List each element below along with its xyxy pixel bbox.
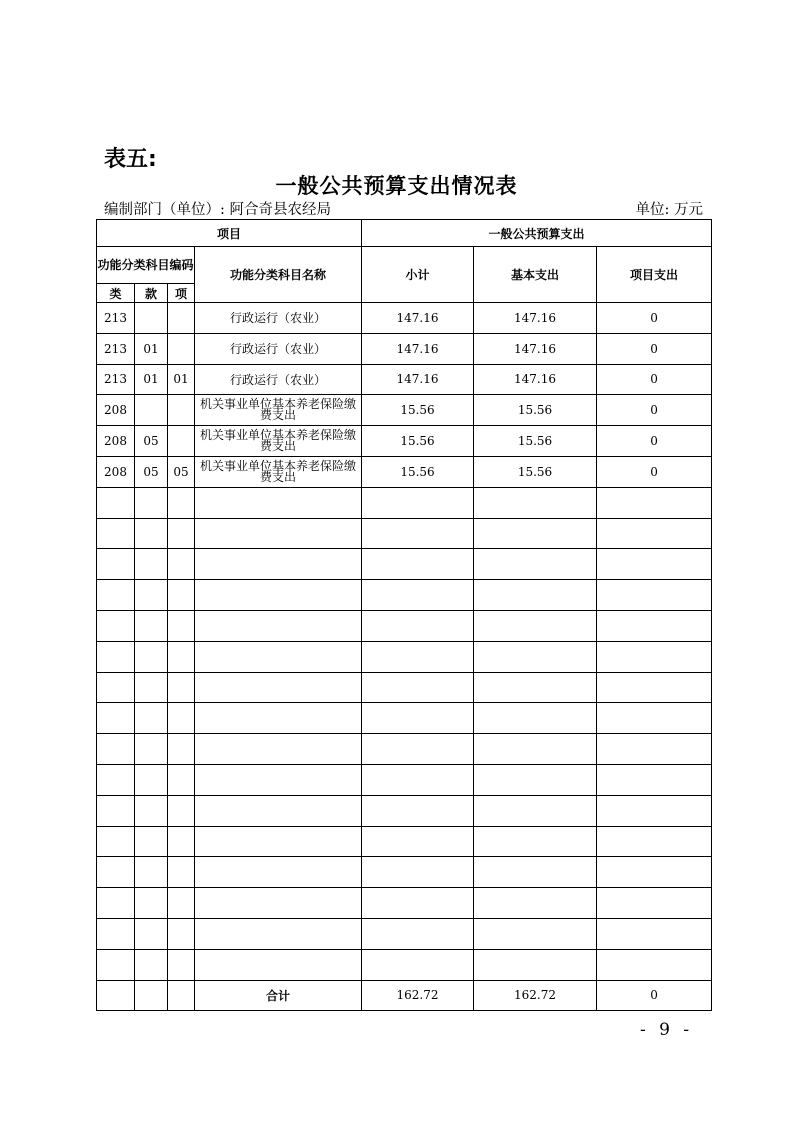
- cell-project: 0: [597, 456, 712, 487]
- empty-cell: [168, 857, 195, 888]
- empty-cell: [195, 672, 362, 703]
- empty-row: [97, 549, 712, 580]
- empty-cell: [97, 641, 135, 672]
- total-basic: 162.72: [474, 980, 597, 1011]
- cell-subtotal: 15.56: [362, 456, 474, 487]
- empty-cell: [97, 918, 135, 949]
- empty-cell: [168, 949, 195, 980]
- empty-cell: [97, 518, 135, 549]
- empty-cell: [474, 487, 597, 518]
- page-number: - 9 -: [640, 1020, 694, 1040]
- empty-row: [97, 610, 712, 641]
- empty-cell: [474, 795, 597, 826]
- total-project: 0: [597, 980, 712, 1011]
- cell-project: 0: [597, 395, 712, 426]
- empty-cell: [135, 487, 168, 518]
- empty-cell: [474, 949, 597, 980]
- empty-cell: [597, 518, 712, 549]
- empty-cell: [362, 610, 474, 641]
- empty-row: [97, 703, 712, 734]
- empty-cell: [168, 518, 195, 549]
- cell-basic: 147.16: [474, 364, 597, 395]
- empty-cell: [362, 580, 474, 611]
- empty-cell: [362, 918, 474, 949]
- empty-cell: [168, 487, 195, 518]
- empty-cell: [195, 487, 362, 518]
- empty-cell: [168, 918, 195, 949]
- empty-cell: [135, 580, 168, 611]
- header-name: 功能分类科目名称: [195, 247, 362, 303]
- empty-cell: [135, 980, 168, 1011]
- header-code-group: 功能分类科目编码: [97, 247, 195, 284]
- cell-project: 0: [597, 333, 712, 364]
- empty-cell: [195, 857, 362, 888]
- empty-cell: [362, 734, 474, 765]
- empty-cell: [597, 795, 712, 826]
- empty-cell: [597, 949, 712, 980]
- cell-name: 行政运行（农业）: [195, 364, 362, 395]
- empty-cell: [597, 918, 712, 949]
- empty-cell: [597, 641, 712, 672]
- empty-cell: [597, 857, 712, 888]
- empty-cell: [168, 734, 195, 765]
- empty-cell: [135, 857, 168, 888]
- empty-cell: [97, 857, 135, 888]
- empty-row: [97, 672, 712, 703]
- cell-basic: 147.16: [474, 303, 597, 334]
- empty-cell: [97, 888, 135, 919]
- cell-basic: 15.56: [474, 456, 597, 487]
- empty-cell: [97, 764, 135, 795]
- empty-cell: [135, 826, 168, 857]
- table-row: [97, 333, 712, 364]
- empty-cell: [195, 610, 362, 641]
- cell-section: 01: [135, 333, 168, 364]
- header-row-1: [97, 220, 712, 247]
- empty-cell: [135, 610, 168, 641]
- empty-cell: [97, 703, 135, 734]
- empty-cell: [168, 703, 195, 734]
- empty-cell: [195, 641, 362, 672]
- empty-cell: [597, 888, 712, 919]
- cell-name: 行政运行（农业）: [195, 303, 362, 334]
- empty-cell: [168, 888, 195, 919]
- empty-cell: [474, 549, 597, 580]
- header-budget-group: 一般公共预算支出: [362, 220, 712, 247]
- empty-cell: [135, 888, 168, 919]
- empty-cell: [135, 518, 168, 549]
- cell-name: 机关事业单位基本养老保险缴费支出: [195, 426, 362, 457]
- cell-project: 0: [597, 303, 712, 334]
- empty-row: [97, 888, 712, 919]
- cell-item: 05: [168, 456, 195, 487]
- empty-cell: [168, 641, 195, 672]
- empty-cell: [135, 949, 168, 980]
- empty-cell: [195, 764, 362, 795]
- empty-cell: [168, 826, 195, 857]
- empty-cell: [362, 857, 474, 888]
- cell-section: [135, 303, 168, 334]
- empty-cell: [474, 580, 597, 611]
- empty-cell: [195, 518, 362, 549]
- empty-cell: [362, 518, 474, 549]
- cell-section: [135, 395, 168, 426]
- empty-cell: [474, 918, 597, 949]
- cell-section: 05: [135, 456, 168, 487]
- cell-class: 208: [97, 395, 135, 426]
- empty-row: [97, 857, 712, 888]
- empty-cell: [168, 549, 195, 580]
- cell-subtotal: 147.16: [362, 364, 474, 395]
- empty-cell: [474, 610, 597, 641]
- empty-cell: [195, 703, 362, 734]
- cell-basic: 15.56: [474, 395, 597, 426]
- header-item: 项: [168, 284, 195, 303]
- header-section: 款: [135, 284, 168, 303]
- cell-class: 213: [97, 303, 135, 334]
- empty-cell: [195, 795, 362, 826]
- cell-item: 01: [168, 364, 195, 395]
- empty-cell: [195, 734, 362, 765]
- empty-cell: [97, 580, 135, 611]
- empty-cell: [362, 549, 474, 580]
- empty-row: [97, 641, 712, 672]
- empty-cell: [97, 795, 135, 826]
- empty-cell: [97, 610, 135, 641]
- total-subtotal: 162.72: [362, 980, 474, 1011]
- cell-subtotal: 15.56: [362, 395, 474, 426]
- empty-cell: [597, 734, 712, 765]
- empty-cell: [168, 795, 195, 826]
- table-row: [97, 303, 712, 334]
- empty-row: [97, 734, 712, 765]
- empty-cell: [135, 672, 168, 703]
- table-row: [97, 364, 712, 395]
- empty-cell: [362, 672, 474, 703]
- empty-cell: [97, 949, 135, 980]
- empty-cell: [168, 672, 195, 703]
- empty-cell: [97, 549, 135, 580]
- empty-cell: [195, 918, 362, 949]
- empty-cell: [168, 980, 195, 1011]
- table-row: [97, 395, 712, 426]
- empty-cell: [135, 549, 168, 580]
- cell-item: [168, 303, 195, 334]
- cell-section: 05: [135, 426, 168, 457]
- empty-cell: [474, 518, 597, 549]
- empty-cell: [362, 641, 474, 672]
- empty-row: [97, 580, 712, 611]
- empty-row: [97, 918, 712, 949]
- empty-cell: [474, 764, 597, 795]
- empty-cell: [362, 826, 474, 857]
- empty-cell: [168, 580, 195, 611]
- empty-cell: [597, 703, 712, 734]
- header-item-group: 项目: [97, 220, 362, 247]
- empty-cell: [362, 888, 474, 919]
- cell-class: 213: [97, 364, 135, 395]
- empty-cell: [597, 610, 712, 641]
- empty-row: [97, 518, 712, 549]
- cell-item: [168, 333, 195, 364]
- empty-cell: [474, 857, 597, 888]
- cell-class: 208: [97, 456, 135, 487]
- header-subtotal: 小计: [362, 247, 474, 303]
- table-row: [97, 426, 712, 457]
- cell-item: [168, 426, 195, 457]
- cell-basic: 15.56: [474, 426, 597, 457]
- header-class: 类: [97, 284, 135, 303]
- empty-cell: [97, 980, 135, 1011]
- empty-cell: [168, 764, 195, 795]
- empty-cell: [362, 795, 474, 826]
- empty-row: [97, 826, 712, 857]
- table-number: 表五:: [104, 147, 157, 172]
- cell-class: 208: [97, 426, 135, 457]
- empty-cell: [474, 672, 597, 703]
- empty-cell: [135, 703, 168, 734]
- budget-table: [96, 219, 712, 1011]
- cell-name: 机关事业单位基本养老保险缴费支出: [195, 395, 362, 426]
- cell-name: 行政运行（农业）: [195, 333, 362, 364]
- empty-cell: [474, 703, 597, 734]
- header-basic: 基本支出: [474, 247, 597, 303]
- header-row-2: [97, 247, 712, 284]
- empty-cell: [195, 549, 362, 580]
- empty-cell: [597, 487, 712, 518]
- empty-cell: [168, 610, 195, 641]
- compiling-department: 编制部门（单位）: 阿合奇县农经局: [104, 202, 331, 218]
- document-title: 一般公共预算支出情况表: [275, 174, 518, 198]
- currency-unit: 单位: 万元: [635, 202, 703, 218]
- empty-cell: [97, 672, 135, 703]
- cell-class: 213: [97, 333, 135, 364]
- empty-cell: [474, 826, 597, 857]
- empty-row: [97, 795, 712, 826]
- empty-cell: [597, 764, 712, 795]
- empty-cell: [474, 641, 597, 672]
- empty-cell: [135, 918, 168, 949]
- table-body: [97, 303, 712, 1011]
- empty-cell: [474, 888, 597, 919]
- cell-section: 01: [135, 364, 168, 395]
- header-project: 项目支出: [597, 247, 712, 303]
- empty-cell: [362, 487, 474, 518]
- total-label: 合计: [195, 980, 362, 1011]
- empty-row: [97, 949, 712, 980]
- empty-cell: [135, 641, 168, 672]
- empty-row: [97, 764, 712, 795]
- empty-cell: [597, 672, 712, 703]
- empty-cell: [362, 764, 474, 795]
- cell-project: 0: [597, 364, 712, 395]
- table-row: [97, 456, 712, 487]
- cell-subtotal: 147.16: [362, 303, 474, 334]
- empty-cell: [97, 826, 135, 857]
- cell-name: 机关事业单位基本养老保险缴费支出: [195, 456, 362, 487]
- empty-cell: [597, 549, 712, 580]
- cell-item: [168, 395, 195, 426]
- cell-subtotal: 147.16: [362, 333, 474, 364]
- empty-cell: [597, 580, 712, 611]
- empty-cell: [97, 734, 135, 765]
- empty-cell: [135, 764, 168, 795]
- empty-cell: [195, 580, 362, 611]
- empty-cell: [597, 826, 712, 857]
- empty-cell: [195, 949, 362, 980]
- empty-cell: [362, 949, 474, 980]
- empty-cell: [195, 888, 362, 919]
- total-row: [97, 980, 712, 1011]
- empty-cell: [474, 734, 597, 765]
- empty-row: [97, 487, 712, 518]
- cell-basic: 147.16: [474, 333, 597, 364]
- empty-cell: [97, 487, 135, 518]
- empty-cell: [135, 795, 168, 826]
- empty-cell: [362, 703, 474, 734]
- empty-cell: [195, 826, 362, 857]
- empty-cell: [135, 734, 168, 765]
- cell-project: 0: [597, 426, 712, 457]
- cell-subtotal: 15.56: [362, 426, 474, 457]
